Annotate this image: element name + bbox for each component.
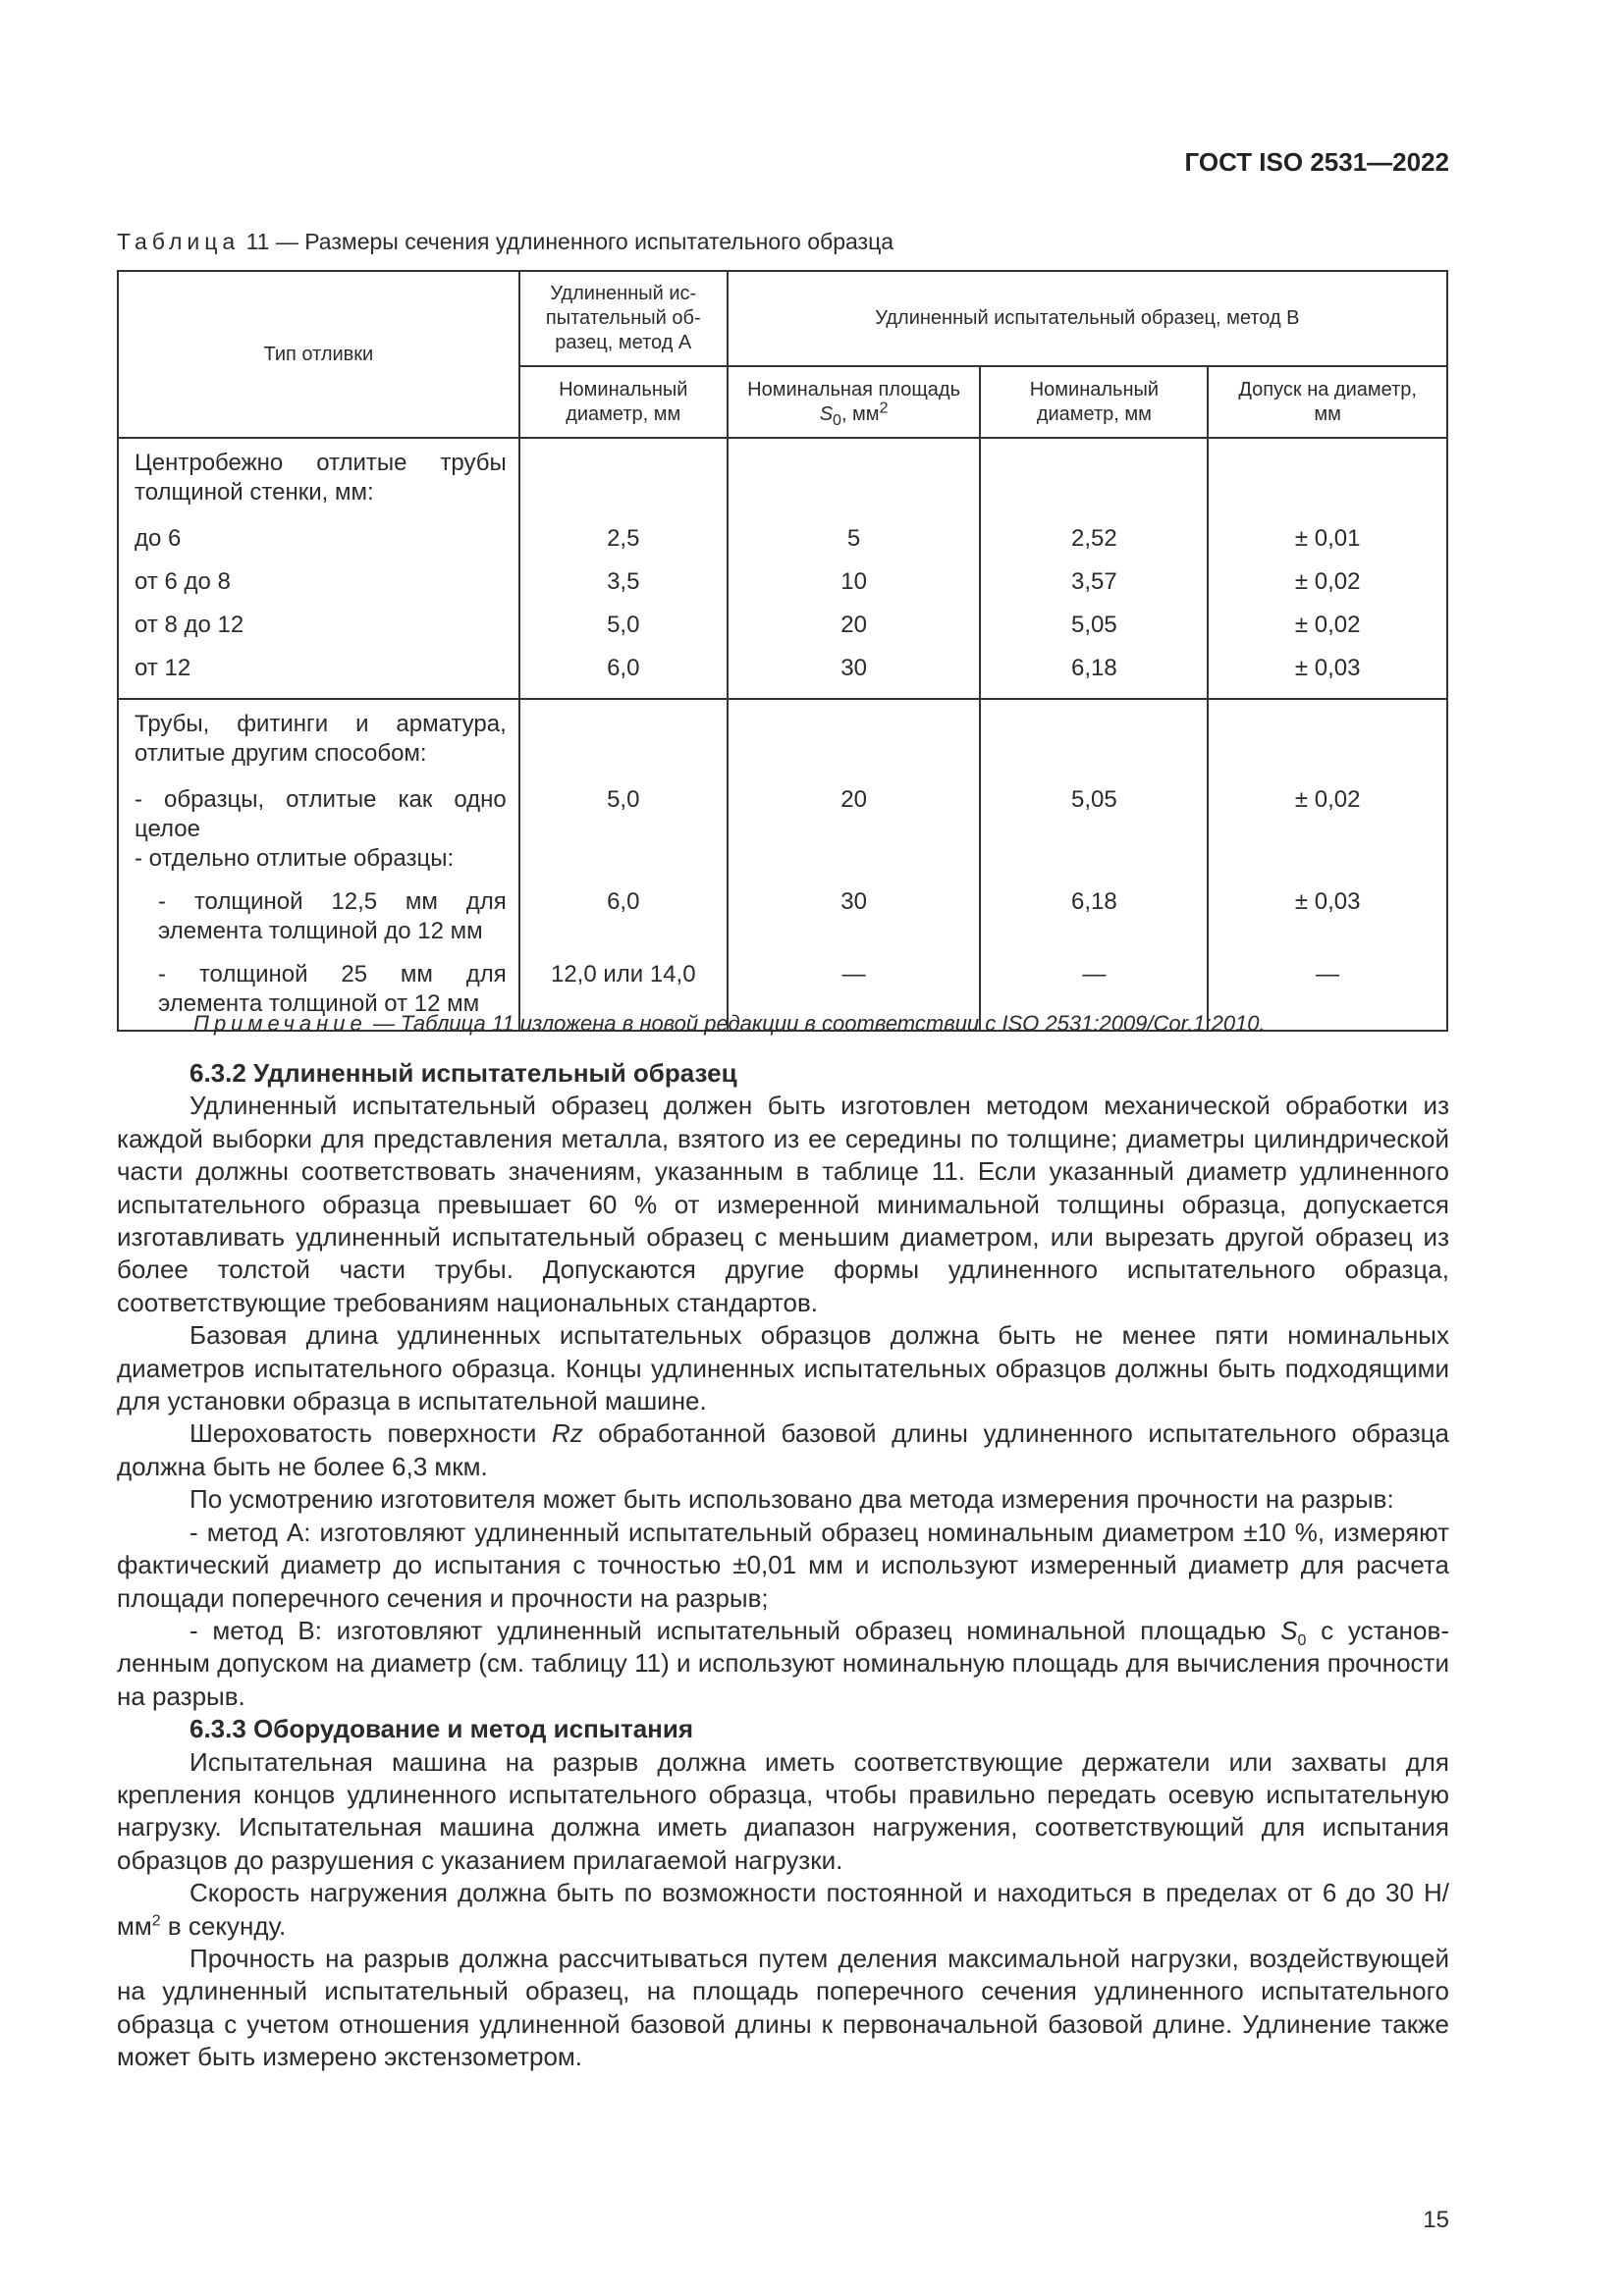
table-note: [193, 1011, 1266, 1037]
table-row: от 8 до 12 5,0 20 5,05 ± 0,02: [118, 611, 1447, 654]
s0-symbol: S: [1280, 1615, 1298, 1645]
group-title-row: [118, 699, 1447, 785]
section-6-3-3-heading: 6.3.3 Оборудование и метод испытания: [189, 1714, 694, 1744]
note-label: Примечание: [193, 1011, 367, 1036]
header-b-area-sup: 2: [879, 399, 889, 416]
header-method-a: Удлиненный испытательный образец, метод A: [519, 271, 728, 366]
page-number: 15: [1423, 2207, 1449, 2233]
table-row: - толщиной 12,5 мм для элемента толщиной до 12 мм 6,0 30 6,18 ± 0,03: [118, 887, 1447, 960]
table-row: до 6 2,5 5 2,52 ± 0,01: [118, 524, 1447, 567]
paragraph: Скорость нагружения должна быть по возможности постоянной и находиться в пределах от 6 до 30 $Н/мм^2$ в секунду.: [117, 1878, 1449, 1941]
group1-title: Центробежно отлитые трубы толщиной стенки, мм:: [118, 438, 519, 524]
header-b-tolerance: Допуск на диаметр, мм: [1208, 366, 1447, 438]
header-b-area-post: , мм: [840, 402, 880, 425]
table-caption-word: Таблица: [117, 229, 241, 254]
table-row: от 12 6,0 30 6,18 ± 0,03: [118, 654, 1447, 699]
header-method-b: Удлиненный испытательный образец, метод B: [728, 271, 1447, 366]
paragraph: Удлиненный испытательный образец должен быть изготовлен методом механической обработки из каждой выборки для представления металла, взятого из ее середины по толщине; диаметры цилиндрической части должны соответствовать значениям, указанным в таблице 11. Если указанный диаметр удлиненного испытательного образца превышает 60 % от измеренной минимальной толщины образца, допускается изготавливать удлиненный испытательный образец с меньшим диаметром, или вырезать другой образец из более толстой части трубы. Допускаются другие формы удлиненного испытательного образца, соответствующие требованиям национальных стандартов.: [117, 1091, 1449, 1317]
note-text: — Таблица 11 изложена в новой редакции в соответствии с ISO 2531:2009/Cor.1:2010.: [366, 1011, 1266, 1036]
group-title-row: [118, 438, 1447, 524]
paragraph: - метод A: изготовляют удлиненный испытательный образец номинальным диаметром ±10 %, измеряют фактический диаметр до испытания с точностью ±0,01 мм и используют измеренный диаметр для расчета площади поперечного сечения и прочности на разрыв;: [117, 1517, 1449, 1613]
header-casting-type: Тип отливки: [118, 271, 519, 438]
paragraph: Базовая длина удлиненных испытательных образцов должна быть не менее пяти номинальных диаметров испытательного образца. Концы удлиненных испытательных образцов должны быть подходящими для установки образца в испытательной машине.: [117, 1320, 1449, 1416]
table-row: от 6 до 8 3,5 10 3,57 ± 0,02: [118, 567, 1447, 611]
table-11: [117, 270, 1448, 1032]
table-caption-text: 11 — Размеры сечения удлиненного испытательного образца: [240, 229, 894, 254]
paragraph: Прочность на разрыв должна рассчитываться путем деления максимальной нагрузки, воздействующей на удлиненный испытательный образец, на площадь поперечного сечения удлиненного испытательного образца с учетом отношения удлиненной базовой длины к первоначальной базовой длине. Удлинение также может быть измерено экстензометром.: [117, 1943, 1449, 2072]
body-text: [117, 1057, 1449, 2074]
header-b-area-s: S: [819, 402, 834, 425]
paragraph: По усмотрению изготовителя может быть использовано два метода измерения прочности на разрыв:: [189, 1484, 1394, 1515]
table-caption: [117, 229, 893, 255]
header-a-diameter: Номинальный диаметр, мм: [519, 366, 728, 438]
paragraph: Испытательная машина на разрыв должна иметь соответствующие держатели или захваты для крепления концов удлиненного испытательного образца, чтобы правильно передать осевую испытательную нагрузку. Испытательная машина должна иметь диапазон нагружения, соответствующий для испытания образцов до разрушения с указанием прилагаемой нагрузки.: [117, 1746, 1449, 1875]
section-6-3-2-heading: 6.3.2 Удлиненный испытательный образец: [189, 1058, 737, 1088]
table-row: - образцы, отлитые как одно целое 5,0 20 5,05 ± 0,02: [118, 785, 1447, 844]
paragraph: - метод B: изготовляют удлиненный испытательный образец номинальной площадью $S_0$ с установленным допуском на диаметр (см. таблицу 11) и используют номинальную площадь для вычисления прочности на разрыв.: [117, 1615, 1449, 1711]
header-b-area: [728, 366, 981, 438]
table-row: - отдельно отлитые образцы:: [118, 844, 1447, 887]
rz-symbol: Rz: [551, 1418, 583, 1449]
header-b-area-sub: 0: [833, 411, 841, 429]
paragraph: Шероховатость поверхности Rz обработанной базовой длины удлиненного испытательного образца должна быть не более 6,3 мкм.: [117, 1418, 1449, 1481]
group2-title: Трубы, фитинги и арматура, отлитые другим способом:: [118, 699, 519, 785]
header-b-diameter: Номинальный диаметр, мм: [980, 366, 1208, 438]
table-row: - толщиной 25 мм для элемента толщиной от 12 мм 12,0 или 14,0 — — —: [118, 960, 1447, 1031]
header-b-area-pre: Номинальная площадь: [747, 378, 960, 400]
document-code: ГОСТ ISO 2531—2022: [1184, 147, 1449, 177]
